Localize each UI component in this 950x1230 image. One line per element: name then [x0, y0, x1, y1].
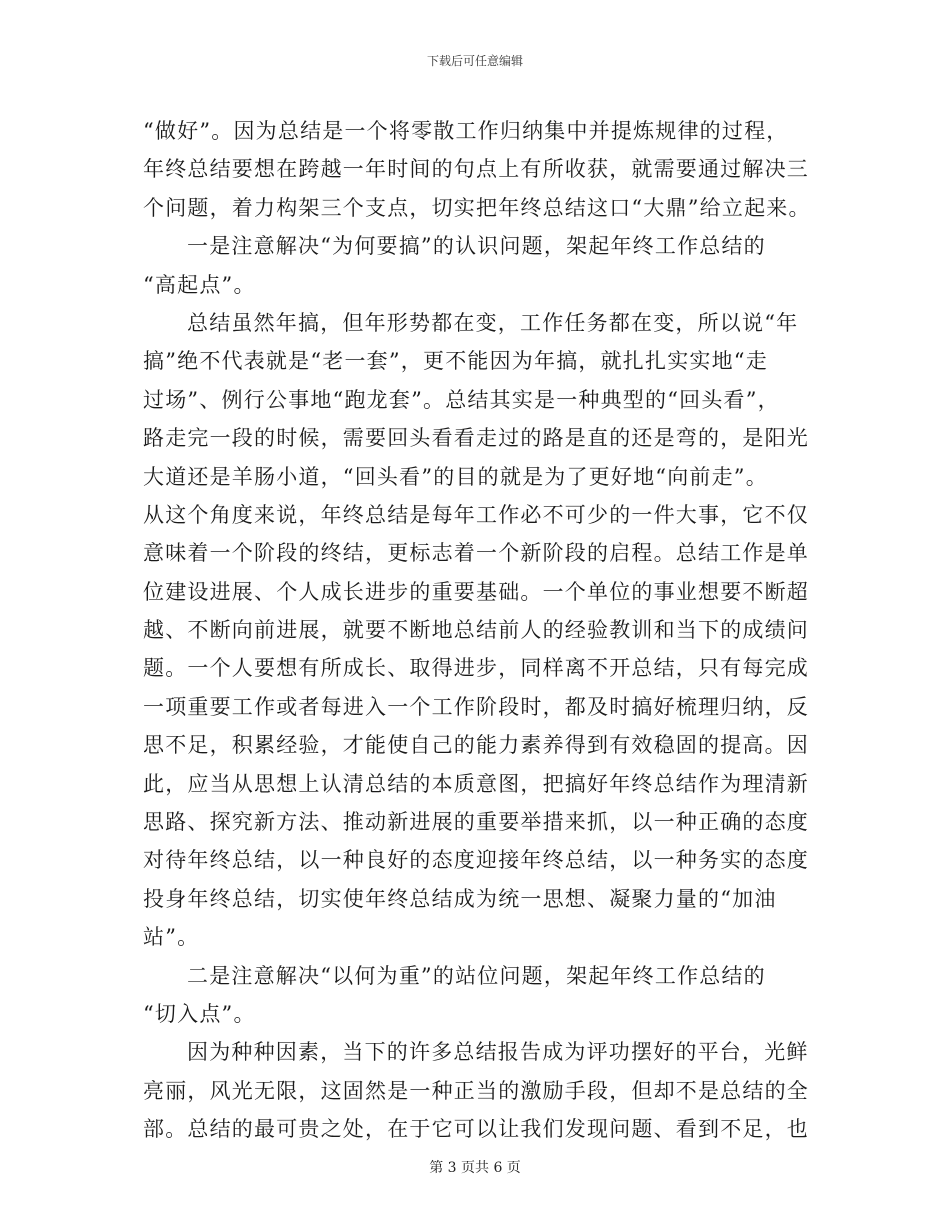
- text-line: 思不足，积累经验，才能使自己的能力素养得到有效稳固的提高。因: [143, 733, 809, 758]
- text-line: 位建设进展、个人成长进步的重要基础。一个单位的事业想要不断超: [143, 579, 809, 604]
- text-line: 一项重要工作或者每进入一个工作阶段时，都及时搞好梳理归纳，反: [143, 694, 809, 719]
- page-header: 下载后可任意编辑: [426, 54, 523, 68]
- text-line: 路走完一段的时候，需要回头看看走过的路是直的还是弯的，是阳光: [143, 426, 809, 451]
- text-line: “做好”。因为总结是一个将零散工作归纳集中并提炼规律的过程，: [143, 119, 789, 143]
- text-line: 题。一个人要想有所成长、取得进步，同样离不开总结，只有每完成: [143, 656, 809, 681]
- text-line: 站”。: [143, 925, 200, 950]
- section-heading-line: “切入点”。: [143, 1001, 256, 1026]
- text-line: 越、不断向前进展，就要不断地总结前人的经验教训和当下的成绩问: [143, 618, 809, 643]
- text-line: 搞”绝不代表就是“老一套”，更不能因为年搞，就扎扎实实地“走: [143, 349, 768, 374]
- section-heading-line: 二是注意解决“以何为重”的站位问题，架起年终工作总结的: [187, 963, 766, 988]
- document-body: [143, 112, 815, 1149]
- text-line: 思路、探究新方法、推动新进展的重要举措来抓，以一种正确的态度: [143, 810, 809, 835]
- text-line: 投身年终总结，切实使年终总结成为统一思想、凝聚力量的“加油: [143, 886, 777, 911]
- text-line: 年终总结要想在跨越一年时间的句点上有所收获，就需要通过解决三: [143, 157, 809, 182]
- section-heading-line: 一是注意解决“为何要搞”的认识问题，架起年终工作总结的: [187, 234, 766, 259]
- page-number: 第 3 页共 6 页: [429, 1160, 521, 1176]
- text-line: 个问题，着力构架三个支点，切实把年终总结这口“大鼎”给立起来。: [143, 195, 811, 220]
- text-line: 过场”、例行公事地“跑龙套”。总结其实是一种典型的“回头看”，: [143, 387, 780, 412]
- text-line: 意味着一个阶段的终结，更标志着一个新阶段的启程。总结工作是单: [143, 541, 809, 566]
- text-line: 大道还是羊肠小道，“回头看”的目的就是为了更好地“向前走”。: [143, 464, 768, 489]
- text-line: 对待年终总结，以一种良好的态度迎接年终总结，以一种务实的态度: [143, 848, 809, 873]
- text-line: 此，应当从思想上认清总结的本质意图，把搞好年终总结作为理清新: [143, 771, 809, 796]
- section-heading-line: “高起点”。: [143, 272, 256, 297]
- text-line: 因为种种因素，当下的许多总结报告成为评功摆好的平台，光鲜: [187, 1040, 809, 1065]
- text-line: 从这个角度来说，年终总结是每年工作必不可少的一件大事，它不仅: [143, 502, 809, 527]
- text-line: 亮丽，风光无限，这固然是一种正当的激励手段，但却不是总结的全: [143, 1078, 809, 1103]
- text-line: 总结虽然年搞，但年形势都在变，工作任务都在变，所以说“年: [187, 310, 799, 335]
- text-line: 部。总结的最可贵之处，在于它可以让我们发现问题、看到不足，也: [143, 1117, 809, 1142]
